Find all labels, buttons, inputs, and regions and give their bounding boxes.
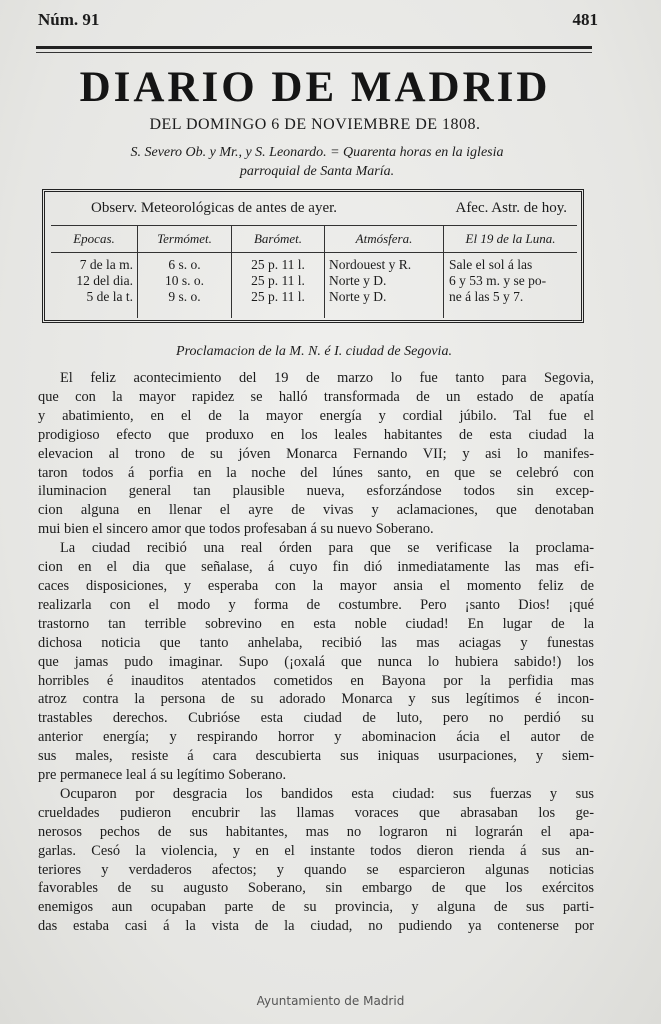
- saints-line-2: parroquial de Santa María.: [239, 164, 395, 179]
- text-line: La ciudad recibió una real órden para que se verificase la proclama-: [60, 540, 594, 557]
- text-line: cion en el dia que señalase, á cuyo fin dió inmediatamente las mas efi-: [38, 559, 594, 576]
- text-line: prodigioso efecto que produxo en los leales habitantes de esta ciudad la: [38, 426, 594, 443]
- masthead-title: DIARIO DE MADRID: [79, 64, 551, 111]
- text-line: nerosos pechos de sus habitantes, mas no lograron ni lograrán el apa-: [38, 823, 594, 840]
- column-header: Atmósfera.: [355, 231, 413, 246]
- header-rule: [36, 46, 592, 49]
- text-line: El feliz acontecimiento del 19 de marzo lo fue tanto para Segovia,: [60, 370, 594, 386]
- text-line: y abatimiento, en el de la mayor energía y cordial júbilo. Tal fue el: [38, 407, 594, 424]
- column-header: Barómet.: [253, 231, 303, 246]
- text-line: atroz contra la persona de su adorado Monarca y sus legítimos é incon-: [38, 691, 594, 708]
- text-line: anterior energía; y respirando horror y abominacion ácia el autor de: [38, 729, 594, 746]
- table-cell: Norte y D.: [329, 289, 387, 304]
- table-cell: Sale el sol á las: [449, 257, 533, 272]
- table-cell: 6 s. o.: [168, 257, 201, 272]
- table-cell: 25 p. 11 l.: [251, 289, 305, 304]
- text-line: teriores y verdaderos afectos; y quando se esparcieron algunas noticias: [38, 861, 594, 878]
- table-cell: 10 s. o.: [164, 273, 204, 288]
- text-line: cion alguna en llenar el ayre de vivas y aclamaciones, que denotaban: [38, 502, 594, 519]
- column-header: El 19 de la Luna.: [465, 231, 556, 246]
- page-number: 481: [572, 10, 598, 29]
- text-line: trastorno tan terrible sobrevino en esta noble ciudad! En lugar de la: [38, 615, 594, 632]
- column-header: Epocas.: [73, 231, 115, 246]
- text-line: iluminacion general tan plausible nueva, esforzándose todos sin excep-: [38, 483, 594, 500]
- text-line: horribles é inauditos atentados cometidos en Bayona por la perfidia mas: [38, 672, 594, 689]
- text-line: mui bien el sincero amor que todos profesaban á su nuevo Soberano.: [38, 521, 434, 538]
- text-line: das estaba casi á la vista de la ciudad, no pudiendo ya contenerse por: [38, 918, 594, 935]
- table-cell: 6 y 53 m. y se po-: [449, 273, 547, 288]
- astro-title: Afec. Astr. de hoy.: [455, 200, 567, 216]
- text-line: caces disposiciones, y esperaba con la mayor ansia el momento feliz de: [38, 577, 594, 594]
- text-line: trastables derechos. Cubrióse esta ciudad de luto, pero no perdió su: [38, 710, 594, 727]
- column-header: Termómet.: [157, 231, 212, 246]
- table-cell: 9 s. o.: [168, 289, 201, 304]
- table-cell: Nordouest y R.: [329, 257, 412, 272]
- text-line: taron todos á porfia en la noche del lúnes santo, en que se celebró con: [38, 464, 594, 481]
- column-epocas: [51, 226, 138, 318]
- text-line: crueldades pudieron encubrir las llamas voraces que abrasaban los ge-: [38, 804, 594, 821]
- column-atmosfera: [325, 226, 444, 318]
- meteo-columns: [51, 226, 577, 318]
- table-cell: 7 de la m.: [79, 257, 133, 272]
- header-rule-thin: [36, 52, 592, 53]
- text-line: que con la mayor rapidez se halló transformada de un estado de apatía: [38, 388, 594, 405]
- meteorological-table: [42, 189, 584, 323]
- table-cell: Norte y D.: [329, 273, 387, 288]
- article-heading: Proclamacion de la M. N. é I. ciudad de Segovia.: [176, 344, 452, 359]
- table-cell: 25 p. 11 l.: [251, 257, 305, 272]
- article-body: [38, 369, 594, 936]
- table-cell: ne á las 5 y 7.: [449, 289, 524, 304]
- saints-of-the-day: [48, 143, 586, 181]
- column-termometro: [138, 226, 232, 318]
- saints-line-1: S. Severo Ob. y Mr., y S. Leonardo. = Quarenta horas en la iglesia: [130, 145, 504, 160]
- page-header: [38, 10, 598, 32]
- text-line: garlas. Cesó la violencia, y en el instante todos dieron rienda á sus an-: [38, 842, 594, 859]
- text-line: enemigos aun ocupaban parte de su provincia, y alguna de sus parti-: [38, 899, 594, 916]
- text-line: elevacion al trono de su jóven Monarca Fernando VII; y asi lo manifes-: [38, 445, 594, 462]
- column-luna: [444, 226, 577, 318]
- text-line: que jamas pudo imaginar. Supo (¡oxalá que nunca lo hubiera sabido!) los: [38, 653, 594, 670]
- table-cell: 25 p. 11 l.: [251, 273, 305, 288]
- text-line: realizarla con el modo y forma de costumbre. Pero ¡santo Dios! ¡qué: [38, 596, 594, 613]
- table-cell: 5 de la t.: [86, 289, 133, 304]
- text-line: pre permanece leal á su legítimo Soberano.: [38, 767, 287, 784]
- text-line: dichosa noticia que tanto anhelaba, recibió las mas aciagas y funestas: [38, 634, 594, 651]
- archive-credit: Ayuntamiento de Madrid: [256, 994, 405, 1008]
- text-line: favorables de su augusto Soberano, sin embargo de que los exércitos: [38, 880, 594, 897]
- text-line: sus males, resiste á cara descubierta sus iniquas usurpaciones, y siem-: [38, 748, 594, 765]
- issue-number: Núm. 91: [38, 10, 100, 29]
- column-barometro: [232, 226, 325, 318]
- table-cell: 12 del dia.: [76, 273, 133, 288]
- meteo-title: Observ. Meteorológicas de antes de ayer.: [91, 200, 338, 216]
- dateline: DEL DOMINGO 6 DE NOVIEMBRE DE 1808.: [149, 116, 481, 133]
- text-line: Ocuparon por desgracia los bandidos esta ciudad: sus fuerzas y sus: [60, 785, 594, 802]
- meteo-table-title-row: [45, 200, 581, 220]
